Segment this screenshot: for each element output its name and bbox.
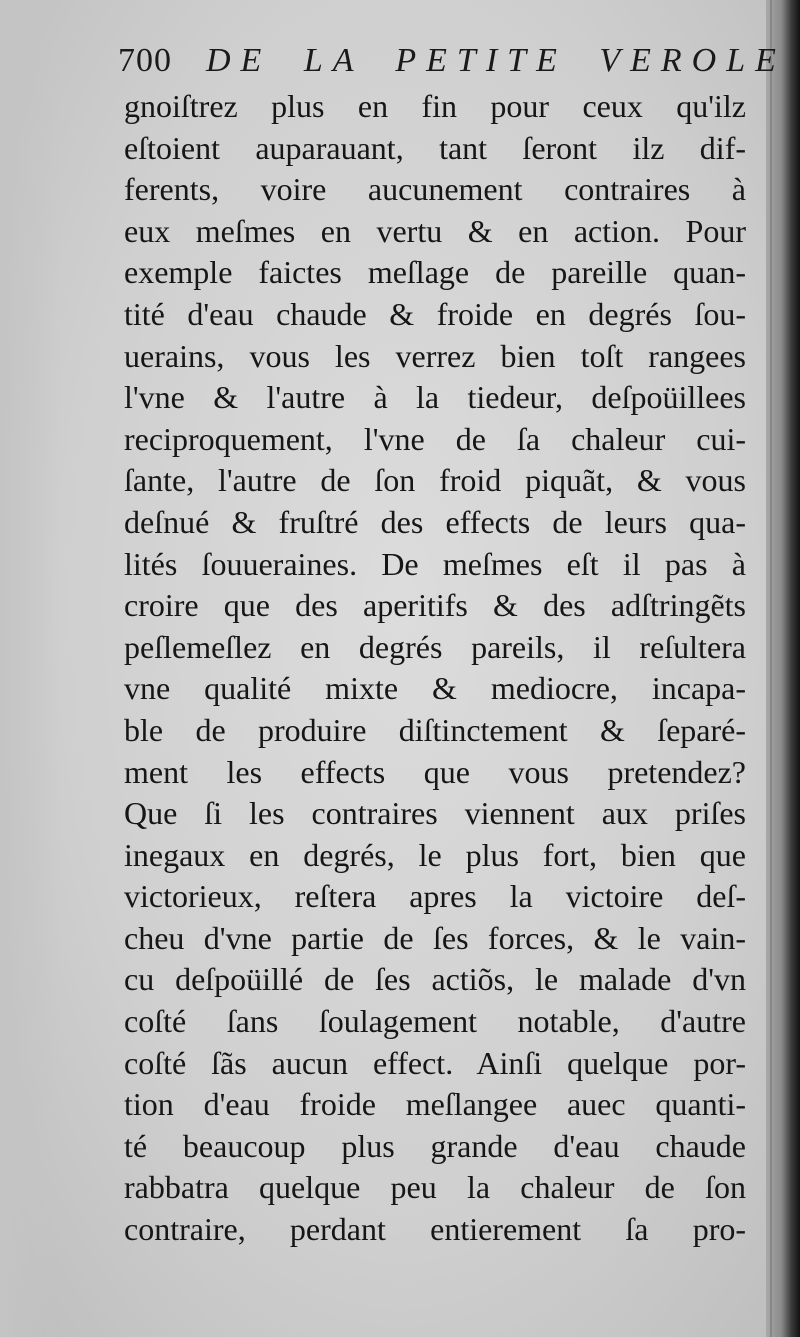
text-line: lités ſouueraines. De meſmes eſt il pas à	[124, 545, 746, 582]
text-line: inegaux en degrés, le plus fort, bien que	[124, 836, 746, 873]
text-line: tité d'eau chaude & froide en degrés ſou-	[124, 295, 746, 332]
text-line: tion d'eau froide meſlangee auec quanti-	[124, 1086, 746, 1123]
text-line: reciproquement, l'vne de ſa chaleur cui-	[124, 420, 746, 457]
text-line: exemple faictes meſlage de pareille quan-	[124, 254, 746, 291]
text-line: cu deſpoüillé de ſes actiõs, le malade d'vn	[124, 961, 746, 998]
text-line: contraire, perdant entierement ſa pro-	[124, 1211, 746, 1248]
text-line: coſté ſans ſoulagement notable, d'autre	[124, 1003, 746, 1040]
text-line: uerains, vous les verrez bien toſt rangees	[124, 337, 746, 374]
text-line: vne qualité mixte & mediocre, incapa-	[124, 670, 746, 707]
text-line: cheu d'vne partie de ſes forces, & le vain-	[124, 919, 746, 956]
text-line: victorieux, reſtera apres la victoire deſ-	[124, 878, 746, 915]
body-text	[124, 86, 746, 1251]
text-line: l'vne & l'autre à la tiedeur, deſpoüillees	[124, 379, 746, 416]
text-line: ferents, voire aucunement contraires à	[124, 171, 746, 208]
text-line: Que ſi les contraires viennent aux priſes	[124, 795, 746, 832]
text-line: coſté ſãs aucun effect. Ainſi quelque por-	[124, 1044, 746, 1081]
text-line: té beaucoup plus grande d'eau chaude	[124, 1127, 746, 1164]
text-line: deſnué & fruſtré des effects de leurs qua-	[124, 503, 746, 540]
text-line: ment les effects que vous pretendez?	[124, 753, 746, 790]
text-line: ble de produire diſtinctement & ſeparé-	[124, 711, 746, 748]
text-line: eſtoient auparauant, tant ſeront ilz dif-	[124, 129, 746, 166]
text-line: ſante, l'autre de ſon froid piquãt, & vous	[124, 462, 746, 499]
running-title: DE LA PETITE VEROLE	[206, 42, 786, 79]
text-line: rabbatra quelque peu la chaleur de ſon	[124, 1169, 746, 1206]
text-line: eux meſmes en vertu & en action. Pour	[124, 212, 746, 249]
text-line: gnoiſtrez plus en fin pour ceux qu'ilz	[124, 88, 746, 124]
page-edge-line	[770, 0, 772, 1337]
text-line: croire que des aperitifs & des adſtringẽts	[124, 587, 746, 624]
text-line: peſlemeſlez en degrés pareils, il reſultera	[124, 628, 746, 665]
page-shadow-left	[0, 0, 60, 1337]
page-number: 700	[118, 42, 172, 79]
